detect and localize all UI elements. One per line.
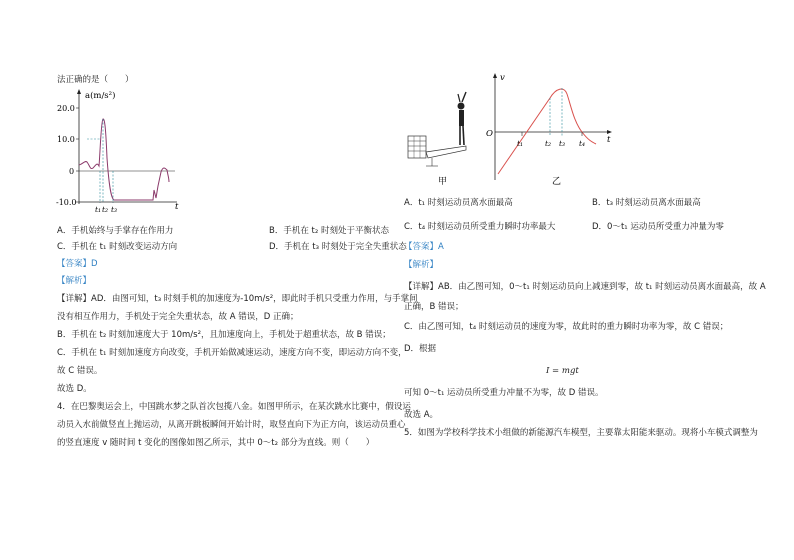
option-a: A．t₁ 时刻运动员离水面最高 bbox=[404, 198, 513, 208]
option-d: D．0～t₁ 运动员所受重力冲量为零 bbox=[592, 222, 724, 232]
mark-t1: t₁ bbox=[95, 205, 102, 214]
detail2-line-2: 故选 A。 bbox=[404, 410, 439, 420]
option-c: C．手机在 t₁ 时刻改变运动方向 bbox=[57, 242, 178, 252]
acceleration-graph bbox=[56, 86, 187, 214]
ytick-0: 0 bbox=[69, 167, 75, 176]
diver-illustration bbox=[408, 92, 466, 166]
mark-t4: t₄ bbox=[579, 139, 586, 148]
detail-line-1: 【详解】AD．由图可知，t₃ 时刻手机的加速度为-10m/s²，即此时手机只受重力作用，与手掌间 bbox=[57, 294, 418, 304]
option-b: B．手机在 t₂ 时刻处于平衡状态 bbox=[269, 226, 389, 236]
velocity-axis-label: v bbox=[500, 73, 505, 83]
diver-figure bbox=[404, 70, 634, 188]
detail-line-3: C．由乙图可知，t₄ 时刻运动员的速度为零，故此时的重力瞬时功率为零，故 C 错误； bbox=[404, 322, 729, 332]
detail2-line-1: 可知 0～t₁ 运动员所受重力冲量不为零，故 D 错误。 bbox=[404, 388, 604, 398]
answer-label: 【答案】A bbox=[404, 242, 444, 252]
option-c: C．t₄ 时刻运动员所受重力瞬时功率最大 bbox=[404, 222, 556, 232]
detail-line-2: 正确，B 错误； bbox=[404, 302, 464, 312]
mark-t3: t₃ bbox=[111, 205, 118, 214]
origin-label: O bbox=[486, 129, 493, 139]
option-a: A．手机始终与手掌存在作用力 bbox=[57, 226, 174, 236]
graph-xaxis: t bbox=[175, 202, 179, 212]
answer-label: 【答案】D bbox=[57, 259, 98, 269]
ytick-neg10: -10.0 bbox=[56, 198, 77, 207]
velocity-graph bbox=[486, 73, 612, 180]
mark-t2: t₂ bbox=[545, 139, 552, 148]
option-b: B．t₃ 时刻运动员离水面最高 bbox=[592, 198, 701, 208]
caption-yi: 乙 bbox=[552, 177, 562, 187]
question-intro: 法正确的是（ ） bbox=[57, 75, 134, 85]
analysis-label: 【解析】 bbox=[57, 276, 92, 286]
detail-line-3: B．手机在 t₂ 时刻加速度大于 10m/s²，且加速度向上，手机处于超重状态，故 B 错误； bbox=[57, 330, 391, 340]
detail-line-4: C．手机在 t₁ 时刻加速度方向改变，手机开始做减速运动，速度方向不变，即运动方向不变， bbox=[57, 348, 407, 358]
mark-t3: t₃ bbox=[559, 139, 566, 148]
q4-line-3: 的竖直速度 v 随时间 t 变化的图像如图乙所示，其中 0～t₂ 部分为直线。则（ ） bbox=[57, 438, 375, 448]
graph-ylabel: a(m/s²) bbox=[85, 91, 116, 101]
detail-line-6: 故选 D。 bbox=[57, 384, 92, 394]
ytick-20: 20.0 bbox=[57, 104, 75, 113]
velocity-curve bbox=[498, 89, 596, 174]
q4-line-1: 4．在巴黎奥运会上，中国跳水梦之队首次包揽八金。如图甲所示，在某次跳水比赛中，假设运 bbox=[57, 402, 411, 412]
formula: I = mgt bbox=[546, 366, 579, 376]
q5-line: 5．如图为学校科学技术小组做的新能源汽车模型，主要靠太阳能来驱动。现将小车模式调整为 bbox=[404, 428, 758, 438]
detail-line-4: D．根据 bbox=[404, 344, 437, 354]
analysis-label: 【解析】 bbox=[404, 260, 439, 270]
caption-jia: 甲 bbox=[438, 177, 448, 187]
detail-line-1: 【详解】AB．由乙图可知，0～t₁ 时刻运动员向上减速到零，故 t₁ 时刻运动员离水面最高，故 A bbox=[404, 282, 766, 292]
detail-line-2: 没有相互作用力，手机处于完全失重状态，故 A 错误，D 正确； bbox=[57, 312, 299, 322]
acceleration-curve bbox=[79, 119, 169, 200]
time-axis-label: t bbox=[607, 135, 611, 145]
ytick-10: 10.0 bbox=[57, 135, 75, 144]
option-d: D．手机在 t₃ 时刻处于完全失重状态 bbox=[269, 242, 407, 252]
mark-t2: t₂ bbox=[102, 205, 109, 214]
mark-t1: t₁ bbox=[517, 139, 524, 148]
q4-line-2: 动员入水前做竖直上抛运动，从离开跳板瞬间开始计时，取竖直向下为正方向，该运动员重心 bbox=[57, 420, 406, 430]
detail-line-5: 故 C 错误。 bbox=[57, 366, 103, 376]
